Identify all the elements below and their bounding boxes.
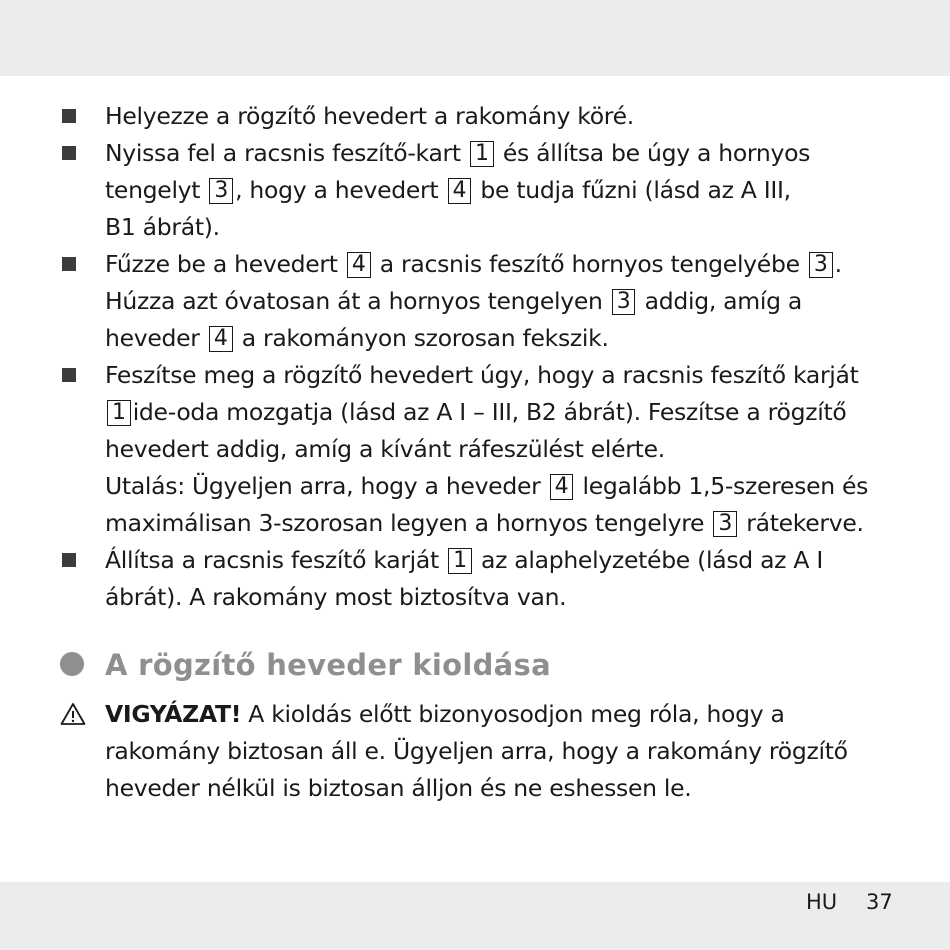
instruction-list [60, 98, 880, 616]
text-run: legalább 1,5-szeresen és [575, 472, 869, 500]
part-number-box: 1 [470, 141, 494, 167]
part-number-box: 1 [448, 548, 472, 574]
part-number-box: 1 [107, 400, 131, 426]
text-line [105, 579, 880, 616]
text-run: Fűzze be a hevedert [105, 250, 345, 278]
warning-line: heveder nélkül is biztosan álljon és ne eshessen le. [105, 774, 692, 802]
text-line [105, 542, 880, 579]
square-bullet-icon [62, 146, 76, 160]
warning-triangle-icon [60, 702, 86, 726]
text-run: a rakományon szorosan fekszik. [234, 324, 609, 352]
text-run: Nyissa fel a racsnis feszítő-kart [105, 139, 468, 167]
warning-line [105, 696, 848, 733]
text-run: ábrát). A rakomány most biztosítva van. [105, 583, 567, 611]
square-bullet-icon [62, 553, 76, 567]
warning-line: rakomány biztosan áll e. Ügyeljen arra, hogy a rakomány rögzítő [105, 737, 848, 765]
part-number-box: 3 [612, 289, 636, 315]
top-band [0, 0, 950, 76]
text-line [105, 505, 880, 542]
text-run: heveder [105, 324, 207, 352]
warning-line-text: A kioldás előtt bizonyosodjon meg róla, hogy a [241, 700, 785, 728]
text-line [105, 394, 880, 431]
circle-bullet-icon [60, 652, 84, 676]
text-line [105, 98, 880, 135]
list-item [60, 135, 880, 246]
text-run: addig, amíg a [637, 287, 802, 315]
part-number-box: 4 [209, 326, 233, 352]
text-run: B1 ábrát). [105, 213, 220, 241]
text-run: rátekerve. [739, 509, 864, 537]
warning-text [105, 696, 848, 807]
text-run: Húzza azt óvatosan át a hornyos tengelyen [105, 287, 610, 315]
text-line [105, 172, 880, 209]
part-number-box: 4 [347, 252, 371, 278]
text-run: Utalás: Ügyeljen arra, hogy a heveder [105, 472, 548, 500]
page-number: 37 [866, 890, 893, 914]
list-item [60, 246, 880, 357]
text-line [105, 468, 880, 505]
text-run: ide-oda mozgatja (lásd az A I – III, B2 ábrát). Feszítse a rögzítő [132, 398, 847, 426]
square-bullet-icon [62, 109, 76, 123]
list-item [60, 98, 880, 135]
text-run: a racsnis feszítő hornyos tengelyébe [372, 250, 807, 278]
square-bullet-icon [62, 368, 76, 382]
text-line [105, 431, 880, 468]
text-line [105, 246, 880, 283]
part-number-box: 4 [550, 474, 574, 500]
square-bullet-icon [62, 257, 76, 271]
text-run: hevedert addig, amíg a kívánt ráfeszülést elérte. [105, 435, 665, 463]
list-item [60, 542, 880, 616]
text-run: be tudja fűzni (lásd az A III, [473, 176, 791, 204]
text-run: Helyezze a rögzítő hevedert a rakomány köré. [105, 102, 634, 130]
section-title: A rögzítő heveder kioldása [105, 648, 551, 682]
list-item [60, 357, 880, 542]
warning-label: VIGYÁZAT! [105, 700, 242, 728]
part-number-box: 3 [713, 511, 737, 537]
part-number-box: 4 [448, 178, 472, 204]
text-run: . [834, 250, 842, 278]
text-run: és állítsa be úgy a hornyos [495, 139, 811, 167]
footer-language: HU [806, 890, 838, 914]
part-number-box: 3 [209, 178, 233, 204]
text-line [105, 320, 880, 357]
text-run: tengelyt [105, 176, 208, 204]
text-line [105, 283, 880, 320]
text-run: Feszítse meg a rögzítő hevedert úgy, hogy a racsnis feszítő karját [105, 361, 859, 389]
part-number-box: 3 [809, 252, 833, 278]
text-run: Állítsa a racsnis feszítő karját [105, 546, 447, 574]
text-line [105, 135, 880, 172]
text-run: az alaphelyzetébe (lásd az A I [473, 546, 823, 574]
text-run: , hogy a hevedert [235, 176, 446, 204]
text-run: maximálisan 3-szorosan legyen a hornyos tengelyre [105, 509, 712, 537]
text-line [105, 357, 880, 394]
text-line [105, 209, 880, 246]
